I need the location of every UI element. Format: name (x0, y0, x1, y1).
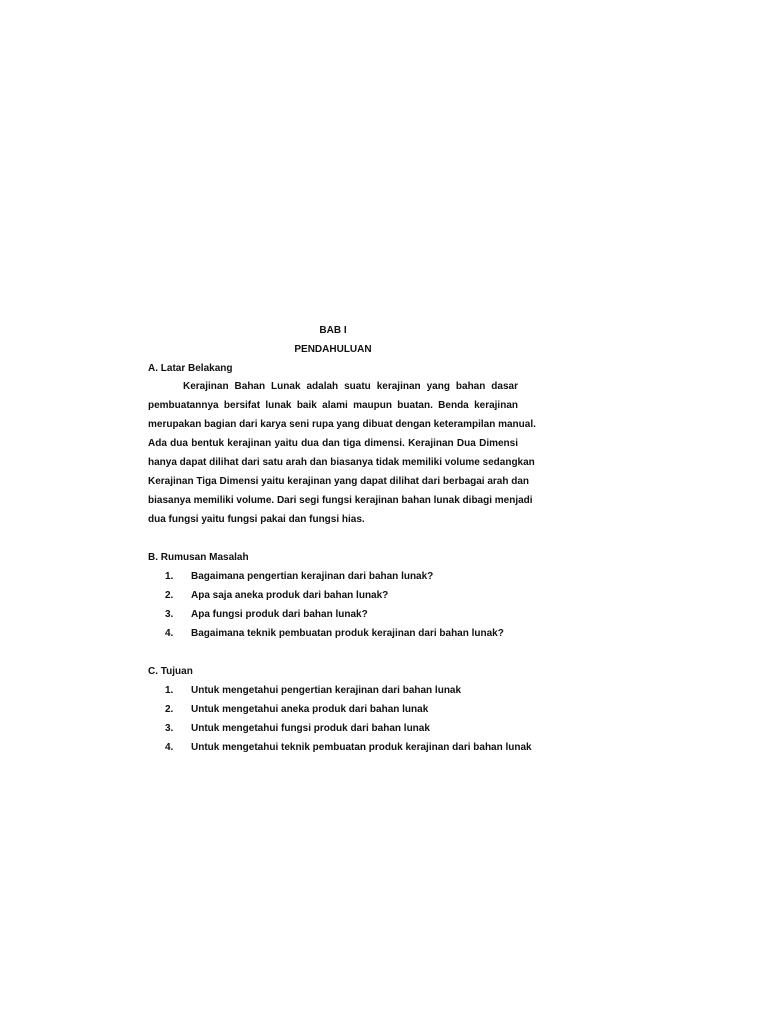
chapter-title: PENDAHULUAN (294, 344, 372, 355)
chapter-number: BAB I (319, 325, 347, 336)
paragraph-line: pembuatannya bersifat lunak baik alami maupun buatan. Benda kerajinan (148, 400, 518, 411)
list-item: Untuk mengetahui aneka produk dari bahan lunak (191, 704, 429, 715)
list-item-number: 4. (165, 628, 174, 639)
section-a-heading: A. Latar Belakang (148, 363, 233, 374)
list-item: Untuk mengetahui teknik pembuatan produk kerajinan dari bahan lunak (191, 742, 532, 753)
list-item: Bagaimana pengertian kerajinan dari bahan lunak? (191, 571, 434, 582)
section-c-heading: C. Tujuan (148, 666, 193, 677)
paragraph-line: dua fungsi yaitu fungsi pakai dan fungsi hias. (148, 514, 365, 525)
section-b-heading: B. Rumusan Masalah (148, 552, 249, 563)
paragraph-line: merupakan bagian dari karya seni rupa yang dibuat dengan keterampilan manual. (148, 419, 536, 430)
list-item-number: 3. (165, 723, 174, 734)
paragraph-line: hanya dapat dilihat dari satu arah dan biasanya tidak memiliki volume sedangkan (148, 457, 535, 468)
paragraph-line: Kerajinan Tiga Dimensi yaitu kerajinan yang dapat dilihat dari berbagai arah dan (148, 476, 530, 487)
paragraph-line: Ada dua bentuk kerajinan yaitu dua dan tiga dimensi. Kerajinan Dua Dimensi (148, 438, 518, 449)
paragraph-line: Kerajinan Bahan Lunak adalah suatu kerajinan yang bahan dasar (183, 381, 518, 392)
list-item-number: 1. (165, 685, 174, 696)
list-item-number: 2. (165, 590, 174, 601)
list-item-number: 3. (165, 609, 174, 620)
list-item-number: 1. (165, 571, 174, 582)
paragraph-line: biasanya memiliki volume. Dari segi fungsi kerajinan bahan lunak dibagi menjadi (148, 495, 533, 506)
list-item-number: 2. (165, 704, 174, 715)
list-item: Apa fungsi produk dari bahan lunak? (191, 609, 368, 620)
list-item: Bagaimana teknik pembuatan produk kerajinan dari bahan lunak? (191, 628, 504, 639)
list-item: Untuk mengetahui fungsi produk dari bahan lunak (191, 723, 430, 734)
list-item: Untuk mengetahui pengertian kerajinan dari bahan lunak (191, 685, 462, 696)
list-item-number: 4. (165, 742, 174, 753)
list-item: Apa saja aneka produk dari bahan lunak? (191, 590, 389, 601)
